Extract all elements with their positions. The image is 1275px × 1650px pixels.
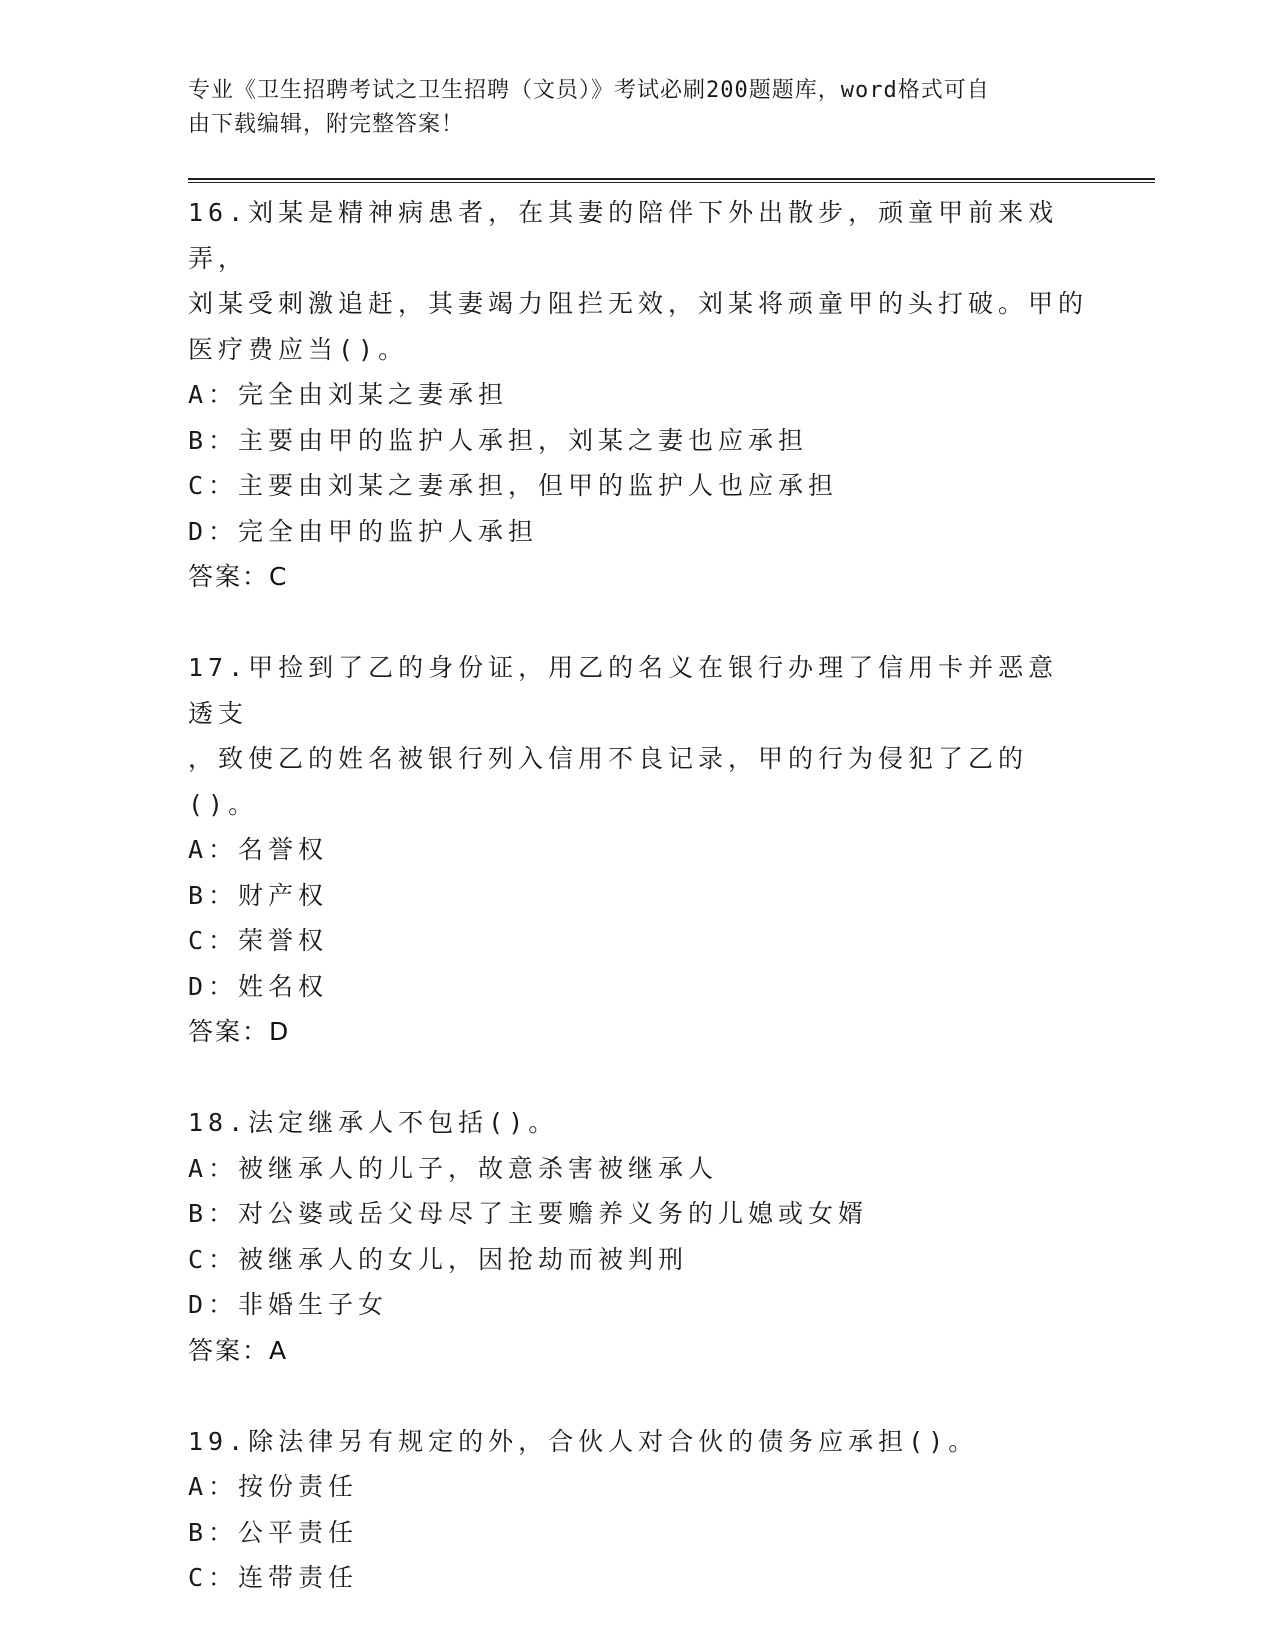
question-stem-line: 16.刘某是精神病患者，在其妻的陪伴下外出散步，顽童甲前来戏弄， [188, 198, 1059, 273]
option-c: C：荣誉权 [188, 926, 329, 955]
question-stem-line: 19.除法律另有规定的外，合伙人对合伙的债务应承担()。 [188, 1426, 979, 1456]
option-b: B：公平责任 [188, 1517, 359, 1547]
question-stem-line: 17.甲捡到了乙的身份证，用乙的名义在银行办理了信用卡并恶意透支 [188, 653, 1059, 728]
option-a: A：按份责任 [188, 1472, 359, 1501]
answer-line: 答案：A [188, 1335, 289, 1365]
option-d: D：姓名权 [188, 971, 329, 1001]
question-18 [188, 1100, 1088, 1373]
document-header [188, 74, 1088, 142]
option-a: A：名誉权 [188, 835, 329, 864]
option-c: C：连带责任 [188, 1563, 359, 1592]
header-line-2: 由下载编辑，附完整答案！ [188, 112, 465, 137]
question-stem-line: 18.法定继承人不包括()。 [188, 1108, 559, 1137]
question-list [188, 190, 1088, 1601]
question-gap [188, 600, 1088, 646]
option-a: A：完全由刘某之妻承担 [188, 380, 509, 409]
question-19 [188, 1419, 1088, 1601]
question-stem-line: 刘某受刺激追赶，其妻竭力阻拦无效，刘某将顽童甲的头打破。甲的 [188, 289, 1089, 318]
option-b: B：财产权 [188, 880, 329, 910]
option-d: D：非婚生子女 [188, 1290, 389, 1319]
question-stem-line: ，致使乙的姓名被银行列入信用不良记录，甲的行为侵犯了乙的()。 [188, 744, 1029, 819]
answer-line: 答案：D [188, 1017, 291, 1046]
option-b: B：主要由甲的监护人承担，刘某之妻也应承担 [188, 425, 809, 455]
question-gap [188, 1373, 1088, 1419]
option-c: C：主要由刘某之妻承担，但甲的监护人也应承担 [188, 471, 839, 500]
question-stem-line: 医疗费应当()。 [188, 334, 409, 364]
header-line-1: 专业《卫生招聘考试之卫生招聘（文员）》考试必刷200题题库，word格式可自 [188, 78, 990, 103]
question-gap [188, 1055, 1088, 1101]
question-16 [188, 190, 1088, 600]
option-c: C：被继承人的女儿，因抢劫而被判刑 [188, 1244, 689, 1274]
option-d: D：完全由甲的监护人承担 [188, 516, 539, 546]
option-a: A：被继承人的儿子，故意杀害被继承人 [188, 1153, 719, 1183]
question-17 [188, 645, 1088, 1055]
header-divider-thin [188, 182, 1155, 183]
option-b: B：对公婆或岳父母尽了主要赡养义务的儿媳或女婿 [188, 1199, 869, 1228]
header-divider-thick [188, 178, 1155, 180]
answer-line: 答案：C [188, 562, 289, 591]
